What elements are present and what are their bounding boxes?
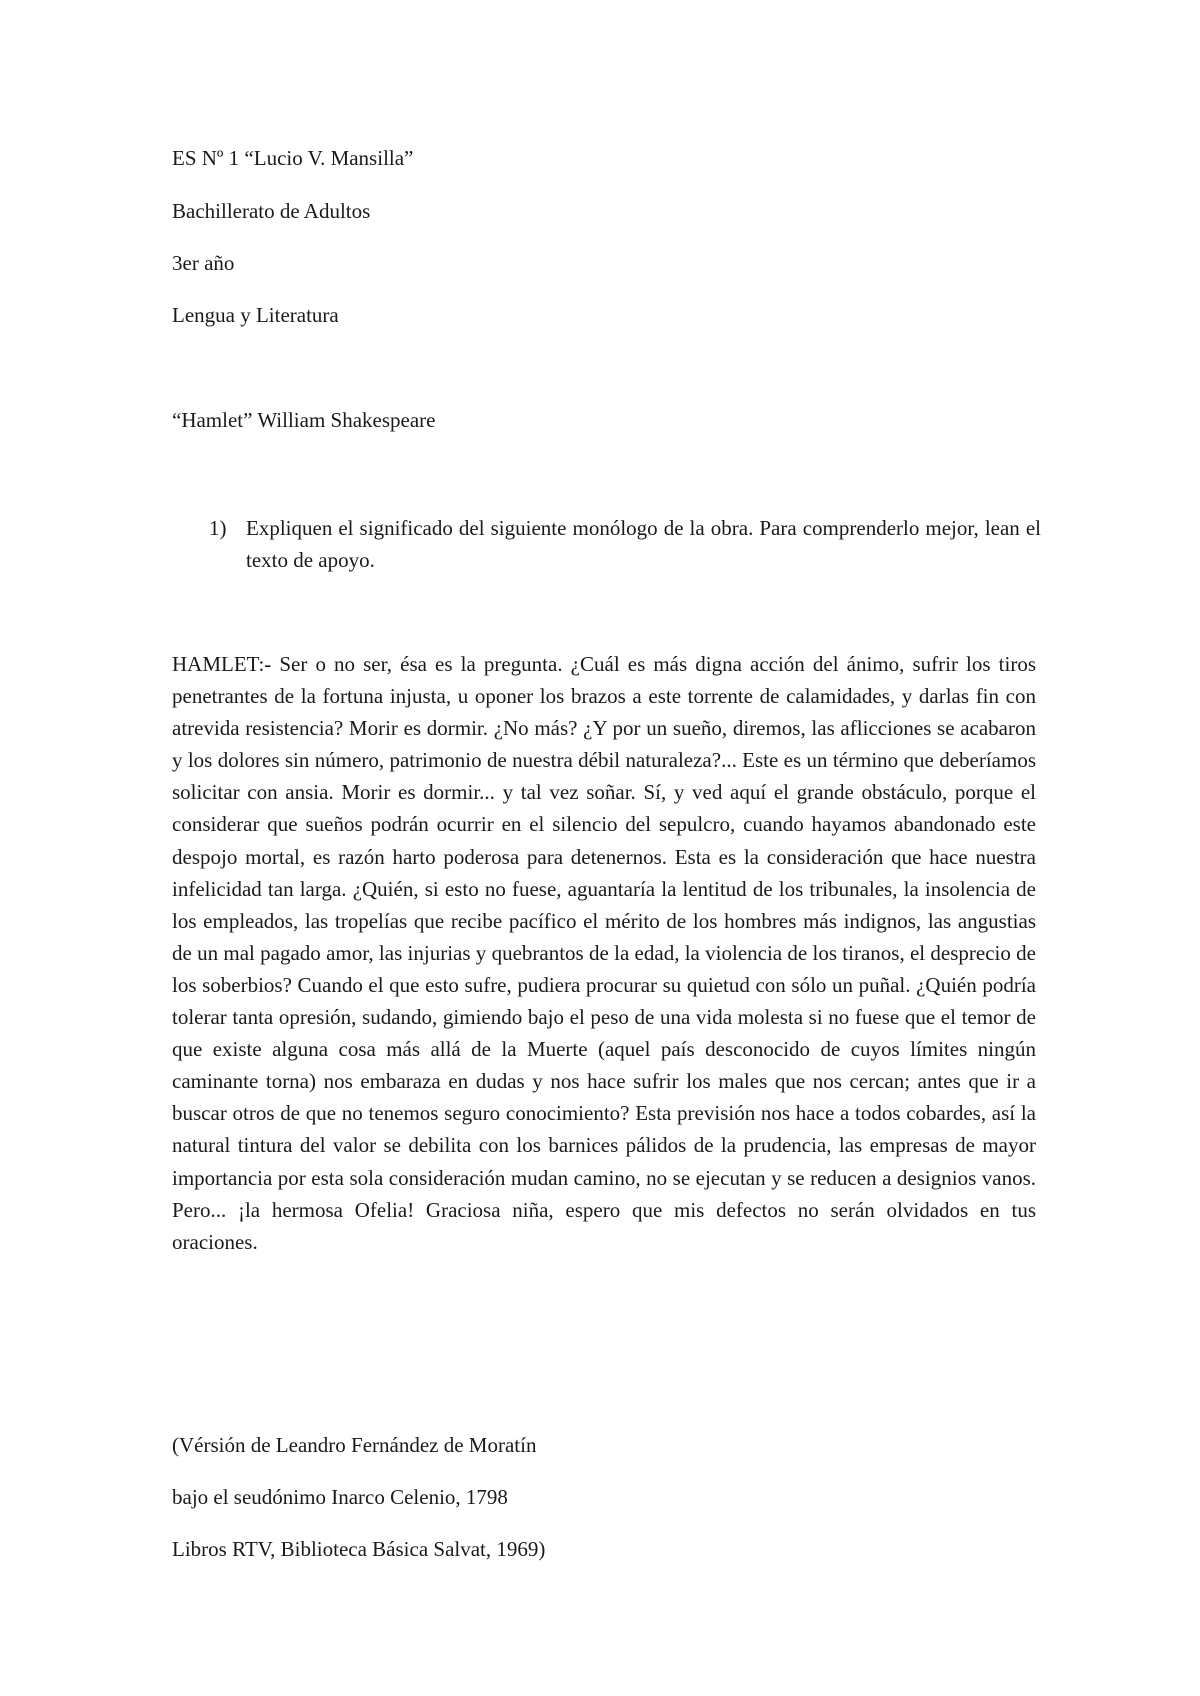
hamlet-monologue: HAMLET:- Ser o no ser, ésa es la pregunta. ¿Cuál es más digna acción del ánimo, sufrir los tiros penetrantes de la fortuna injusta, u oponer los brazos a este torrente de calamidades, y darlas fin con atrevida resistencia? Morir es dormir. ¿No más? ¿Y por un sueño, diremos, las aflicciones se acabaron y los dolores sin número, patrimonio de nuestra débil naturaleza?... Este es un término que deberíamos solicitar con ansia. Morir es dormir... y tal vez soñar. Sí, y ved aquí el grande obstáculo, porque el considerar que sueños podrán ocurrir en el silencio del sepulcro, cuando hayamos abandonado este despojo mortal, es razón harto poderosa para detenernos. Esta es la consideración que hace nuestra infelicidad tan larga. ¿Quién, si esto no fuese, aguantaría la lentitud de los tribunales, la insolencia de los empleados, las tropelías que recibe pacífico el mérito de los hombres más indignos, las angustias de un mal pagado amor, las injurias y quebrantos de la edad, la violencia de los tiranos, el desprecio de los soberbios? Cuando el que esto sufre, pudiera procurar su quietud con sólo un puñal. ¿Quién podría tolerar tanta opresión, sudando, gimiendo bajo el peso de una vida molesta si no fuese que el temor de que existe alguna cosa más allá de la Muerte (aquel país desconocido de cuyos límites ningún caminante torna) nos embaraza en dudas y nos hace sufrir los males que nos cercan; antes que ir a buscar otros de que no tenemos seguro conocimiento? Esta previsión nos hace a todos cobardes, así la natural tintura del valor se debilita con los barnices pálidos de la prudencia, las empresas de mayor importancia por esta sola consideración mudan camino, no se ejecutan y se reducen a designios vanos. Pero... ¡la hermosa Ofelia! Graciosa niña, espero que mis defectos no serán olvidados en tus oraciones. [172, 652, 1036, 1254]
source-line-1: (Vérsión de Leandro Fernández de Moratín [172, 1433, 537, 1457]
source-line-2: bajo el seudónimo Inarco Celenio, 1798 [172, 1485, 508, 1509]
activity-text: Expliquen el significado del siguiente monólogo de la obra. Para comprenderlo mejor, lean el texto de apoyo. [246, 516, 1041, 572]
source-line-3: Libros RTV, Biblioteca Básica Salvat, 1969) [172, 1537, 546, 1561]
activity-number: 1) [209, 516, 227, 540]
activity-item [209, 512, 1041, 576]
work-title: “Hamlet” William Shakespeare [172, 408, 436, 432]
program-name: Bachillerato de Adultos [172, 199, 371, 223]
school-name: ES Nº 1 “Lucio V. Mansilla” [172, 146, 414, 170]
course-year: 3er año [172, 251, 235, 275]
subject-name: Lengua y Literatura [172, 303, 339, 327]
